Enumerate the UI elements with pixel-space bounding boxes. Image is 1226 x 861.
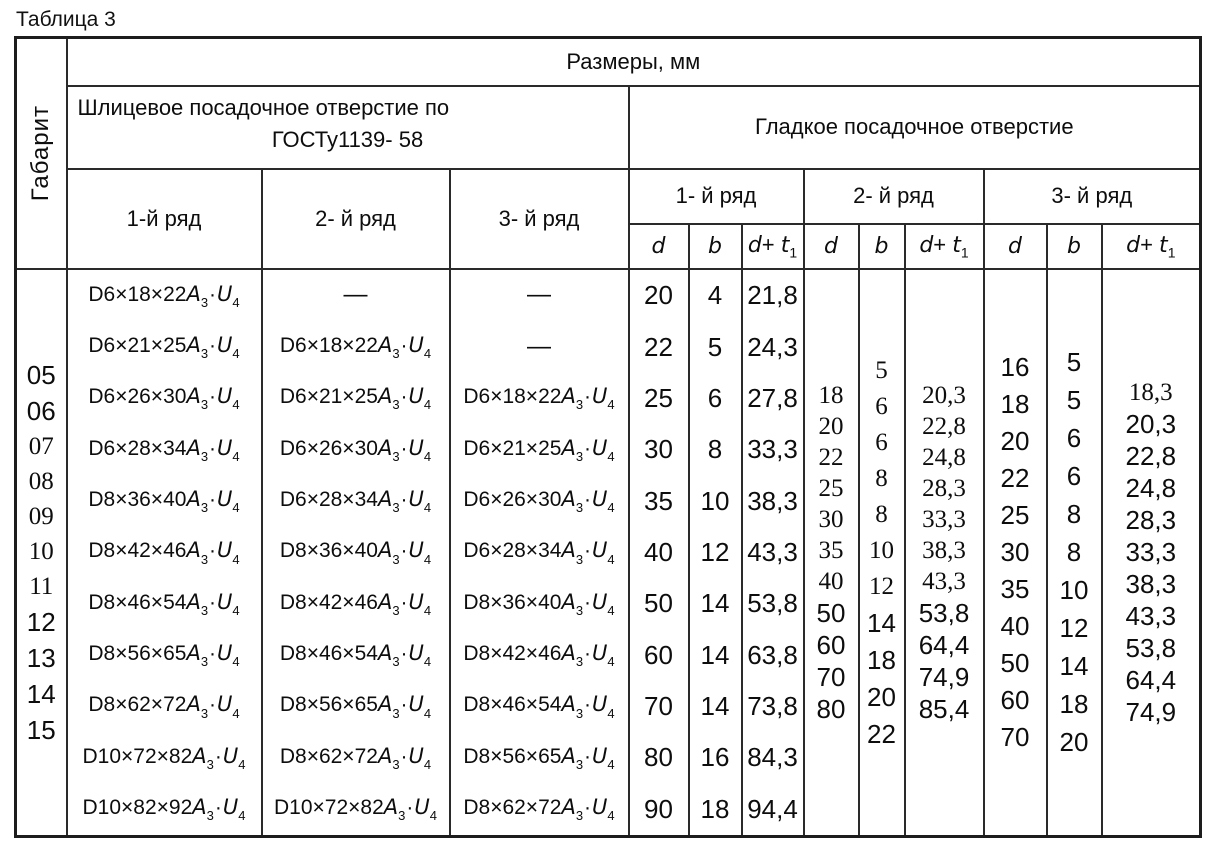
value-item: 40 — [644, 536, 673, 567]
spline-designation: $D10\times 72\times 82A_3\cdot U_4$ — [274, 795, 437, 824]
value-item: 53,8 — [918, 597, 970, 628]
empty-dash: — — [527, 281, 551, 309]
value-item: 70 — [1000, 722, 1030, 752]
spline-col3-cell — [450, 269, 629, 837]
value-item: 18 — [867, 644, 896, 675]
value-item: 8 — [875, 464, 888, 492]
value-item: 30 — [818, 505, 844, 533]
value-item: 14 — [700, 588, 730, 619]
value-item: 60 — [816, 629, 846, 660]
spline-designation: $D8\times 42\times 46A_3\cdot U_4$ — [463, 641, 615, 670]
spline-designation: $D6\times 21\times 25A_3\cdot U_4$ — [279, 384, 432, 413]
spline-designation: $D6\times 28\times 34A_3\cdot U_4$ — [463, 538, 615, 567]
table-caption: Таблица 3 — [16, 8, 116, 31]
value-item: 80 — [644, 742, 673, 773]
value-item: 20,3 — [922, 381, 966, 409]
spline-designation: $D10\times 82\times 92A_3\cdot U_4$ — [82, 795, 246, 824]
value-item: 09 — [28, 502, 54, 530]
value-item: 85,4 — [918, 693, 970, 724]
spline-designation: $D8\times 46\times 54A_3\cdot U_4$ — [88, 589, 240, 618]
spline-row3-header: 3- й ряд — [450, 169, 629, 269]
spline-section-header — [67, 86, 629, 169]
value-item: 50 — [816, 597, 846, 628]
value-item: 13 — [26, 642, 56, 673]
value-item: 14 — [1059, 651, 1089, 681]
value-item: 5 — [875, 356, 888, 384]
value-item: 20 — [867, 681, 896, 712]
value-item: 27,8 — [747, 382, 798, 413]
value-item: 20 — [1000, 426, 1030, 456]
value-item: 22,8 — [1125, 440, 1177, 471]
value-item: 74,9 — [918, 661, 970, 692]
value-item: 22,8 — [922, 412, 966, 440]
smooth-row1-header: 1- й ряд — [629, 169, 804, 224]
smooth-section-header: Гладкое посадочное отверстие — [629, 86, 1201, 169]
value-item: 5 — [1066, 385, 1082, 415]
col-b-3: b — [1047, 224, 1102, 269]
spline-designation: $D6\times 21\times 25A_3\cdot U_4$ — [88, 332, 240, 362]
value-item: 50 — [1000, 648, 1030, 678]
col-b-1: b — [689, 224, 742, 269]
value-item: 50 — [644, 588, 673, 619]
value-item: 10 — [1059, 575, 1089, 605]
spline-col2-cell — [262, 269, 450, 837]
value-item: 43,3 — [922, 567, 966, 595]
spline-designation: $D8\times 36\times 40A_3\cdot U_4$ — [463, 589, 615, 618]
value-item: 60 — [1000, 685, 1030, 715]
value-item: 10 — [700, 485, 730, 516]
col-b-2: b — [859, 224, 905, 269]
value-item: 28,3 — [1125, 504, 1177, 535]
value-item: 84,3 — [747, 742, 798, 773]
smooth1-d-cell — [629, 269, 689, 837]
value-item: 24,8 — [1125, 472, 1177, 503]
value-item: 12 — [26, 606, 56, 637]
spline-designation: $D8\times 56\times 65A_3\cdot U_4$ — [463, 743, 615, 773]
gabarit-values-cell — [16, 269, 67, 837]
value-item: 70 — [816, 661, 846, 692]
value-item: 43,3 — [747, 536, 798, 567]
smooth-row2-header: 2- й ряд — [804, 169, 984, 224]
col-d-3: d — [984, 224, 1047, 269]
empty-dash: — — [527, 332, 551, 360]
spline-designation: $D6\times 28\times 34A_3\cdot U_4$ — [279, 487, 432, 516]
col-d-1: d — [629, 224, 689, 269]
smooth3-b-cell — [1047, 269, 1102, 837]
spline-designation: $D8\times 42\times 46A_3\cdot U_4$ — [279, 589, 432, 618]
spline-designation: $D6\times 21\times 25A_3\cdot U_4$ — [463, 435, 615, 464]
value-item: 20,3 — [1125, 408, 1177, 439]
spline-designation: $D8\times 62\times 72A_3\cdot U_4$ — [88, 692, 240, 721]
value-item: 21,8 — [747, 280, 798, 311]
dimensions-table — [14, 36, 1202, 838]
value-item: 70 — [644, 691, 673, 722]
value-item: 14 — [700, 691, 730, 722]
spline-row1-header: 1-й ряд — [67, 169, 262, 269]
value-item: 6 — [875, 392, 888, 420]
value-item: 94,4 — [747, 793, 798, 824]
spline-designation: $D8\times 56\times 65A_3\cdot U_4$ — [88, 641, 240, 670]
value-item: 25 — [644, 382, 673, 413]
value-item: 12 — [700, 536, 730, 567]
value-item: 22 — [644, 331, 673, 362]
value-item: 18 — [1000, 389, 1030, 419]
value-item: 14 — [26, 678, 56, 709]
value-item: 5 — [1066, 347, 1082, 377]
value-item: 08 — [28, 467, 54, 495]
col-dt-1: $d+ t_1$ — [742, 224, 804, 269]
value-item: 20 — [644, 280, 673, 311]
spline-designation: $D6\times 28\times 34A_3\cdot U_4$ — [88, 435, 240, 464]
col-d-2: d — [804, 224, 859, 269]
value-item: 5 — [707, 331, 723, 362]
value-item: 20 — [818, 412, 844, 440]
value-item: 38,3 — [1125, 568, 1177, 599]
sizes-header-cell: Размеры, мм — [67, 38, 1201, 86]
value-item: 15 — [26, 714, 56, 745]
value-item: 40 — [818, 567, 844, 595]
value-item: 35 — [644, 485, 673, 516]
value-item: 33,3 — [747, 434, 798, 465]
value-item: 18 — [818, 381, 844, 409]
value-item: 63,8 — [747, 639, 798, 670]
gabarit-header-label: Габарит — [27, 105, 55, 202]
spline-header-line1: Шлицевое посадочное отверстие по — [77, 94, 450, 120]
value-item: 35 — [1000, 574, 1030, 604]
value-item: 53,8 — [1125, 632, 1177, 663]
value-item: 16 — [700, 742, 730, 773]
value-item: 12 — [1059, 613, 1089, 643]
value-item: 33,3 — [1125, 536, 1177, 567]
col-dt-3: $d+ t_1$ — [1102, 224, 1201, 269]
spline-designation: $D6\times 26\times 30A_3\cdot U_4$ — [88, 384, 240, 413]
spline-designation: $D8\times 46\times 54A_3\cdot U_4$ — [279, 641, 432, 670]
value-item: 6 — [1066, 423, 1082, 453]
value-item: 06 — [26, 395, 56, 426]
value-item: 12 — [869, 572, 894, 600]
col-dt-2: $d+ t_1$ — [905, 224, 984, 269]
value-item: 25 — [818, 474, 844, 502]
value-item: 10 — [28, 537, 54, 565]
smooth2-d-cell — [804, 269, 859, 837]
value-item: 90 — [644, 793, 673, 824]
spline-header-line2: ГОСТу1139- 58 — [271, 126, 424, 152]
value-item: 22 — [867, 718, 896, 749]
spline-col1-cell — [67, 269, 262, 837]
spline-designation: $D10\times 72\times 82A_3\cdot U_4$ — [82, 743, 246, 773]
value-item: 14 — [700, 639, 730, 670]
value-item: 80 — [816, 693, 846, 724]
value-item: 18,3 — [1128, 378, 1173, 406]
value-item: 16 — [1000, 352, 1030, 382]
value-item: 24,8 — [922, 443, 966, 471]
value-item: 38,3 — [922, 536, 966, 564]
value-item: 8 — [1066, 499, 1082, 529]
empty-dash: — — [343, 281, 368, 309]
smooth-row3-header: 3- й ряд — [984, 169, 1201, 224]
value-item: 11 — [29, 572, 54, 600]
spline-row2-header: 2- й ряд — [262, 169, 450, 269]
value-item: 8 — [1066, 537, 1082, 567]
value-item: 4 — [707, 280, 723, 311]
value-item: 28,3 — [922, 474, 966, 502]
smooth3-d-cell — [984, 269, 1047, 837]
spline-designation: $D8\times 36\times 40A_3\cdot U_4$ — [88, 487, 240, 516]
value-item: 60 — [644, 639, 673, 670]
value-item: 14 — [867, 607, 896, 638]
value-item: 05 — [26, 359, 56, 390]
smooth3-dt-cell — [1102, 269, 1201, 837]
spline-designation: $D6\times 26\times 30A_3\cdot U_4$ — [463, 487, 615, 516]
value-item: 38,3 — [747, 485, 798, 516]
value-item: 74,9 — [1125, 696, 1177, 727]
value-item: 22 — [1000, 463, 1030, 493]
value-item: 73,8 — [747, 691, 798, 722]
spline-designation: $D6\times 18\times 22A_3\cdot U_4$ — [279, 332, 432, 362]
value-item: 8 — [875, 500, 888, 528]
value-item: 6 — [875, 428, 888, 456]
smooth2-b-cell — [859, 269, 905, 837]
spline-designation: $D6\times 18\times 22A_3\cdot U_4$ — [463, 384, 615, 413]
value-item: 22 — [818, 443, 844, 471]
smooth1-dt-cell — [742, 269, 804, 837]
spline-designation: $D6\times 18\times 22A_3\cdot U_4$ — [88, 281, 240, 310]
value-item: 64,4 — [1125, 664, 1177, 695]
value-item: 40 — [1000, 611, 1030, 641]
value-item: 07 — [28, 432, 54, 460]
smooth1-b-cell — [689, 269, 742, 837]
spline-designation: $D6\times 26\times 30A_3\cdot U_4$ — [279, 435, 432, 464]
value-item: 43,3 — [1125, 600, 1177, 631]
value-item: 6 — [707, 382, 723, 413]
value-item: 33,3 — [922, 505, 966, 533]
smooth2-dt-cell — [905, 269, 984, 837]
value-item: 20 — [1059, 727, 1089, 757]
spline-designation: $D8\times 62\times 72A_3\cdot U_4$ — [279, 743, 432, 773]
value-item: 35 — [818, 536, 844, 564]
value-item: 53,8 — [747, 588, 798, 619]
spline-designation: $D8\times 62\times 72A_3\cdot U_4$ — [463, 795, 615, 824]
value-item: 18 — [700, 793, 730, 824]
gabarit-header-cell — [16, 38, 67, 269]
spline-designation: $D8\times 56\times 65A_3\cdot U_4$ — [279, 692, 432, 721]
value-item: 8 — [707, 434, 723, 465]
value-item: 24,3 — [747, 331, 798, 362]
value-item: 64,4 — [918, 629, 970, 660]
value-item: 25 — [1000, 500, 1030, 530]
value-item: 18 — [1059, 689, 1089, 719]
spline-designation: $D8\times 36\times 40A_3\cdot U_4$ — [279, 538, 432, 567]
value-item: 30 — [1000, 537, 1030, 567]
value-item: 6 — [1066, 461, 1082, 491]
value-item: 10 — [869, 536, 894, 564]
spline-designation: $D8\times 42\times 46A_3\cdot U_4$ — [88, 538, 240, 567]
value-item: 30 — [644, 434, 673, 465]
spline-designation: $D8\times 46\times 54A_3\cdot U_4$ — [463, 692, 615, 721]
